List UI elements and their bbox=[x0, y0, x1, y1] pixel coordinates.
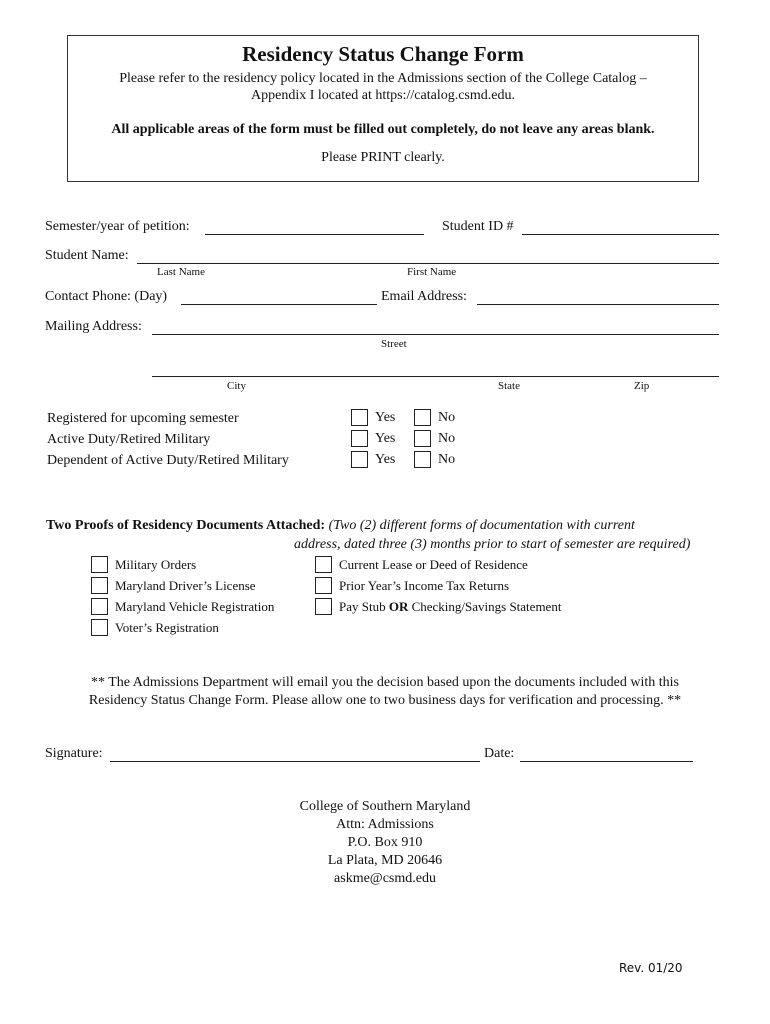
date-field[interactable] bbox=[520, 761, 693, 762]
military-no-label: No bbox=[438, 431, 456, 446]
student-name-label: Student Name: bbox=[45, 248, 129, 263]
mailing-address-label: Mailing Address: bbox=[45, 319, 142, 334]
voter-registration-label: Voter’s Registration bbox=[115, 620, 219, 635]
date-label: Date: bbox=[484, 746, 515, 761]
completion-instruction: All applicable areas of the form must be filled out completely, do not leave any areas blank. bbox=[111, 122, 655, 137]
tax-returns-checkbox[interactable] bbox=[315, 577, 332, 594]
vehicle-registration-label: Maryland Vehicle Registration bbox=[115, 599, 275, 614]
state-sublabel: State bbox=[498, 380, 520, 392]
paystub-label bbox=[339, 599, 561, 615]
notice-line2: Residency Status Change Form. Please allow one to two business days for verification and processing. ** bbox=[88, 693, 682, 708]
semester-field[interactable] bbox=[205, 234, 424, 235]
registered-no-checkbox[interactable] bbox=[414, 409, 431, 426]
contact-phone-label: Contact Phone: (Day) bbox=[45, 289, 168, 304]
signature-label: Signature: bbox=[45, 746, 103, 761]
military-question: Active Duty/Retired Military bbox=[47, 432, 211, 447]
print-instruction: Please PRINT clearly. bbox=[321, 150, 445, 165]
dependent-no-checkbox[interactable] bbox=[414, 451, 431, 468]
lease-deed-checkbox[interactable] bbox=[315, 556, 332, 573]
paystub-label-a: Pay Stub bbox=[339, 599, 389, 614]
address-college: College of Southern Maryland bbox=[299, 799, 471, 814]
street-sublabel: Street bbox=[381, 338, 407, 350]
voter-registration-checkbox[interactable] bbox=[91, 619, 108, 636]
semester-label: Semester/year of petition: bbox=[45, 219, 190, 234]
city-sublabel: City bbox=[227, 380, 246, 392]
address-email: askme@csmd.edu bbox=[334, 871, 436, 886]
email-field[interactable] bbox=[477, 304, 719, 305]
dependent-question: Dependent of Active Duty/Retired Military bbox=[47, 453, 289, 468]
military-yes-label: Yes bbox=[375, 431, 396, 446]
paystub-checkbox[interactable] bbox=[315, 598, 332, 615]
zip-sublabel: Zip bbox=[634, 380, 650, 392]
address-city: La Plata, MD 20646 bbox=[327, 853, 443, 868]
registered-yes-label: Yes bbox=[375, 410, 396, 425]
proofs-heading-bold: Two Proofs of Residency Documents Attached: bbox=[46, 518, 326, 533]
registered-yes-checkbox[interactable] bbox=[351, 409, 368, 426]
drivers-license-checkbox[interactable] bbox=[91, 577, 108, 594]
policy-reference-line2: Appendix I located at https://catalog.csmd.edu. bbox=[251, 88, 515, 103]
city-state-zip-field[interactable] bbox=[152, 376, 719, 377]
student-id-label: Student ID # bbox=[442, 219, 514, 234]
registered-no-label: No bbox=[438, 410, 456, 425]
student-name-field[interactable] bbox=[137, 263, 719, 264]
address-attn: Attn: Admissions bbox=[336, 817, 434, 832]
policy-reference-line1: Please refer to the residency policy located in the Admissions section of the College Catalog – bbox=[119, 71, 647, 86]
military-no-checkbox[interactable] bbox=[414, 430, 431, 447]
proofs-heading-italic1: (Two (2) different forms of documentation with current bbox=[328, 518, 635, 533]
contact-phone-field[interactable] bbox=[181, 304, 377, 305]
revision-label: Rev. 01/20 bbox=[619, 961, 683, 975]
paystub-label-b: Checking/Savings Statement bbox=[408, 599, 562, 614]
first-name-sublabel: First Name bbox=[407, 266, 457, 278]
lease-deed-label: Current Lease or Deed of Residence bbox=[339, 557, 528, 572]
dependent-yes-checkbox[interactable] bbox=[351, 451, 368, 468]
vehicle-registration-checkbox[interactable] bbox=[91, 598, 108, 615]
proofs-heading-italic2: address, dated three (3) months prior to start of semester are required) bbox=[294, 537, 691, 552]
form-header-box bbox=[67, 35, 699, 182]
notice-line1: ** The Admissions Department will email you the decision based upon the documents included with this bbox=[90, 675, 680, 690]
military-orders-checkbox[interactable] bbox=[91, 556, 108, 573]
drivers-license-label: Maryland Driver’s License bbox=[115, 578, 256, 593]
proofs-heading bbox=[46, 518, 635, 534]
email-label: Email Address: bbox=[381, 289, 467, 304]
student-id-field[interactable] bbox=[522, 234, 719, 235]
dependent-yes-label: Yes bbox=[375, 452, 396, 467]
dependent-no-label: No bbox=[438, 452, 456, 467]
paystub-label-or: OR bbox=[388, 599, 409, 614]
last-name-sublabel: Last Name bbox=[157, 266, 205, 278]
signature-field[interactable] bbox=[110, 761, 480, 762]
tax-returns-label: Prior Year’s Income Tax Returns bbox=[339, 578, 510, 593]
registered-question: Registered for upcoming semester bbox=[47, 411, 239, 426]
military-yes-checkbox[interactable] bbox=[351, 430, 368, 447]
street-field[interactable] bbox=[152, 334, 719, 335]
form-title: Residency Status Change Form bbox=[242, 42, 524, 66]
address-po-box: P.O. Box 910 bbox=[347, 835, 423, 850]
military-orders-label: Military Orders bbox=[115, 557, 197, 572]
